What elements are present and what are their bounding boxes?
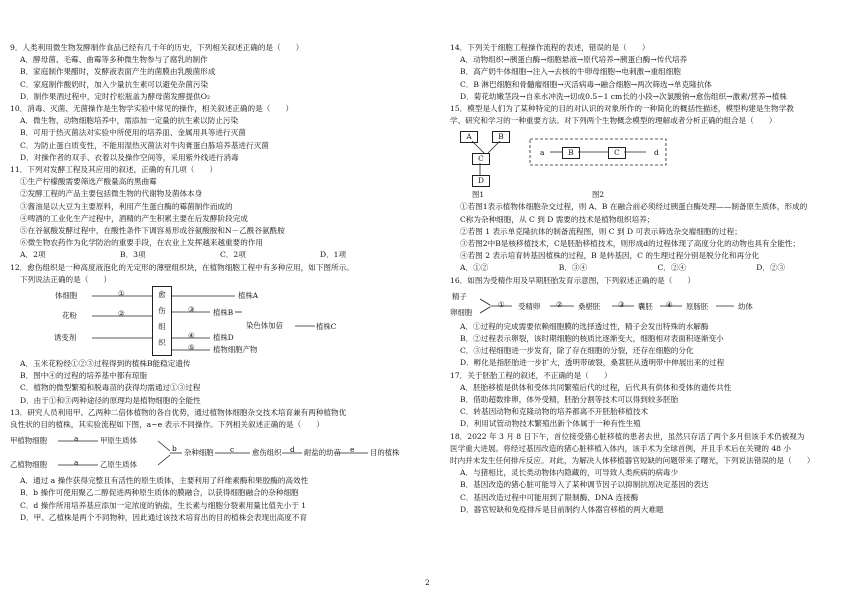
statement-11-1: ①生产柠檬酸需要筛选产酸量高的黑曲霉 xyxy=(20,177,157,187)
egg-cell: 卵细胞 xyxy=(450,307,473,317)
option-10a: A．微生物、动物细胞培养中，需添加一定量的抗生素以防止污染 xyxy=(20,116,239,126)
target-plant: 目的植株 xyxy=(370,448,400,458)
option-13a: A．通过 a 操作获得完整且有活性的原生质体，主要利用了纤维素酶和果胶酶的高效性 xyxy=(20,476,309,486)
choice-11d: D．1项 xyxy=(320,250,347,260)
statement-15-1-cont: C称为杂种细胞，从 C 到 D 需要的技术是植物组织培养； xyxy=(460,214,655,224)
hybrid-cell: 杂种细胞 xyxy=(184,448,214,458)
protoplast-yi: 乙原生质体 xyxy=(100,460,137,470)
choice-11a: A．2项 xyxy=(20,250,46,260)
question-10: 10．消毒、灭菌、无菌操作是生物学实验中常见的操作，相关叙述正确的是（ ） xyxy=(10,104,294,114)
source-pollen: 花粉 xyxy=(62,311,77,321)
page-number: 2 xyxy=(425,578,430,587)
zygote: 受精卵 xyxy=(518,301,541,311)
choice-15c: C．②④ xyxy=(657,263,687,273)
fig2-node-b: B xyxy=(562,147,580,159)
choice-15d: D．②③ xyxy=(756,263,786,273)
option-12b: B．图中④的过程的培养基中都有琼脂 xyxy=(20,371,148,381)
model-figures xyxy=(450,127,855,201)
option-10d: D．对操作者的双手、衣着以及操作空间等，采用紫外线进行消毒 xyxy=(20,152,239,162)
plant-d: 植株D xyxy=(213,333,234,343)
option-17c: C．转基因动物和克隆动物的培养都离不开胚胎移植技术 xyxy=(460,407,649,417)
left-column xyxy=(10,42,430,524)
option-13b: B．b 操作可使用聚乙二醇促进两种原生质体的膜融合，以获得细胞融合的杂种细胞 xyxy=(20,488,299,498)
option-16b: B．②过程表示卵裂，该时期细胞的核质比逐渐变大，细胞相对表面积逐渐变小 xyxy=(460,334,724,344)
option-16c: C．③过程细胞进一步发育，除了存在细胞的分裂，还存在细胞的分化 xyxy=(460,346,694,356)
step-circle-1: ① xyxy=(118,289,125,299)
callus: 愈伤组织 xyxy=(252,448,282,458)
option-10b: B．可用于热灭菌法对实验中所使用的培养皿、金属用具等进行灭菌 xyxy=(20,128,246,138)
question-15: 15．模型是人们为了某种特定的目的对认识的对象所作的一种简化的概括性描述，模型构建是生物学教 xyxy=(450,104,794,114)
fig1-node-c: C xyxy=(472,153,490,165)
protoplast-jia: 甲原生质体 xyxy=(100,436,137,446)
step-d: d xyxy=(290,445,295,455)
plant-cell-product: 植物细胞产物 xyxy=(213,345,258,355)
choice-11b: B．3项 xyxy=(120,250,146,260)
option-14b: B．高产奶牛体细胞→注入→去核的牛卵母细胞→电刺激→重组细胞 xyxy=(460,67,681,77)
sperm: 精子 xyxy=(452,291,467,301)
question-12: 12．愈伤组织是一种高度液泡化的无定形的薄壁组织块，在植物细胞工程中有多种应用，如下图所示。 xyxy=(10,262,354,272)
step-circle-5: ⑤ xyxy=(188,343,195,353)
plant-c: 植株C xyxy=(316,322,337,332)
option-13c: C．d 操作所用培养基应添加一定浓度的钠盐，生长素与细胞分裂素用量比值先小于 1 xyxy=(20,500,307,510)
flow-circle-2: ② xyxy=(556,299,563,309)
option-13d: D．甲、乙植株是两个不同物种，因此通过该技术培育出的目的植株会表现出高度不育 xyxy=(20,512,308,522)
option-12c: C．植物的微型繁殖和脱毒苗的获得均需通过①③过程 xyxy=(20,383,201,393)
hybridization-lines xyxy=(10,431,430,475)
fig2-caption: 图2 xyxy=(592,190,605,200)
fig2-node-a: a xyxy=(540,148,545,158)
fig1-node-d: D xyxy=(472,175,490,187)
somatic-hybridization-diagram xyxy=(10,431,430,475)
source-mutagen: 诱变剂 xyxy=(54,333,77,343)
choice-15b: B．③④ xyxy=(558,263,588,273)
statement-15-2: ②若图 1 表示单克隆抗体的制备流程图，则 C 到 D 可表示筛选杂交瘤细胞的过程； xyxy=(460,226,742,236)
larva: 幼体 xyxy=(738,301,753,311)
option-16a: A．①过程的完成需要依赖细胞膜的选择透过性，精子会发出特殊的水解酶 xyxy=(460,321,709,331)
fig1-node-a: A xyxy=(460,131,478,143)
option-12d: D．由于①和③两种途径的原理均是植物细胞的全能性 xyxy=(20,395,201,405)
option-12a: A．玉米花粉经①②③过程得到的植株B能稳定遗传 xyxy=(20,359,191,369)
option-17b: B．借助超数排卵，体外受精，胚胎分割等技术可以得到较多胚胎 xyxy=(460,395,679,405)
question-13-cont: 良性状的目的植株，其实验流程如下图，a~e 表示不同操作。下列相关叙述正确的是（ ） xyxy=(10,420,324,430)
option-9b: B．家庭制作果醋时，发酵液表面产生的菌膜由乳酸菌形成 xyxy=(20,67,216,77)
plant-b: 植株B xyxy=(213,308,234,318)
option-9c: C．家庭制作酸奶时，加入少量抗生素可以避免杂菌污染 xyxy=(20,79,209,89)
statement-11-2: ②发酵工程的产品主要包括微生物的代谢物及菌体本身 xyxy=(20,189,203,199)
choices-15 xyxy=(450,262,855,274)
option-14a: A．动物组织→胰蛋白酶→细胞悬液→原代培养→胰蛋白酶→传代培养 xyxy=(460,55,688,65)
right-column xyxy=(450,42,855,516)
step-circle-2: ② xyxy=(118,309,125,319)
statement-15-3: ③若图2中B是核移植技术，C是胚胎移植技术，则形成d的过程体现了高度分化的动物也具有全能性； xyxy=(460,239,801,249)
statement-11-4: ④啤酒的工业化生产过程中，酒精的产生积累主要在后发酵阶段完成 xyxy=(20,213,248,223)
statement-11-3: ③酱油是以大豆为主要原料，利用产生蛋白酶的霉菌制作而成的 xyxy=(20,201,233,211)
blastocyst: 囊胚 xyxy=(638,301,653,311)
flow-circle-1: ① xyxy=(498,299,505,309)
option-9d: D．制作果酒过程中，定时拧松瓶盖为酵母菌发酵提供O₂ xyxy=(20,91,211,101)
choice-11c: C．2项 xyxy=(220,250,246,260)
callus-box: 愈 伤 组 织 xyxy=(152,286,172,356)
statement-11-5: ⑤在谷氨酸发酵过程中，在酸性条件下调容易形成谷氨酸胺和N－乙酰谷氨酰胺 xyxy=(20,226,285,236)
question-18: 18．2022 年 3 月 8 日下午，首位接受猪心脏移植的患者去世，虽然只存活了两个多月但该手术仍被视为 xyxy=(450,431,805,441)
cell-jia: 甲植物细胞 xyxy=(10,436,47,446)
option-14c: C．B 淋巴细胞和骨髓瘤细胞→灭活病毒→融合细胞→两次筛选→单克隆抗体 xyxy=(460,79,712,89)
source-somatic-cell: 体细胞 xyxy=(55,291,78,301)
model-figure-lines xyxy=(450,127,855,201)
plant-a: 植株A xyxy=(238,291,259,301)
step-b: b xyxy=(172,444,177,454)
statement-15-4: ④若图 2 表示培育转基因植株的过程，B 是转基因，C 的生理过程分别是脱分化和再分化 xyxy=(460,251,760,261)
option-18d: D．器官短缺和免疫排斥是目前制约人体器官移植的两大难题 xyxy=(460,504,664,514)
option-9a: A．酵母菌、毛霉、曲霉等多种微生物参与了腐乳的制作 xyxy=(20,55,208,65)
morula: 桑椹胚 xyxy=(578,301,601,311)
callus-diagram xyxy=(10,286,430,358)
flow-circle-3: ③ xyxy=(618,299,625,309)
option-18c: C．基因改造过程中可能用到了限制酶、DNA 连接酶 xyxy=(460,492,639,502)
option-18a: A．与猪相比，灵长类动物体内隐藏的，可导致人类疾病的病毒少 xyxy=(460,468,679,478)
fig1-caption: 图1 xyxy=(472,190,485,200)
question-18-cont2: 时内并未发生任何排斥反应。对此，为解决人体移植器官短缺的问题带来了曙光，下列说法错误的是（ ） xyxy=(450,456,815,466)
question-17: 17．关于胚胎工程的叙述，不正确的是（ ） xyxy=(450,370,612,380)
statement-15-1: ①若图1表示植物体细胞杂交过程，则 A、B 在融合前必须经过胰蛋白酶处理——制备原生质体，形成的 xyxy=(460,202,808,212)
fig2-node-c: C xyxy=(608,147,626,159)
question-11: 11．下列对发酵工程及其应用的叙述，正确的有几项（ ） xyxy=(10,165,218,175)
question-13: 13．研究人员利用甲、乙两种二倍体植物的各自优势，通过植物体细胞杂交技术培育兼有两种植物优 xyxy=(10,407,347,417)
option-10c: C．为防止蛋白质变性，不能用湿热灭菌法对牛肉膏蛋白胨培养基进行灭菌 xyxy=(20,140,269,150)
option-18b: B．基因改造的猪心脏可能导入了某种调节因子以抑制抗原决定基因的表达 xyxy=(460,480,709,490)
step-e: e xyxy=(350,445,355,455)
flow-circle-4: ④ xyxy=(666,299,673,309)
gastrula: 原肠胚 xyxy=(686,301,709,311)
cell-yi: 乙植物细胞 xyxy=(10,460,47,470)
salt-tolerant-seedling: 耐盐的幼苗 xyxy=(304,448,341,458)
step-a: a xyxy=(74,434,79,444)
step-a-2: a xyxy=(74,458,79,468)
question-16: 16．如图为受精作用及早期胚胎发育示意图，下列叙述正确的是（ ） xyxy=(450,275,696,285)
option-16d: D．孵化是指胚胎进一步扩大，透明带破裂，桑葚胚从透明带中伸展出来的过程 xyxy=(460,358,725,368)
step-c: c xyxy=(230,445,235,455)
choices-11 xyxy=(10,249,430,261)
fig2-node-d: d xyxy=(654,148,659,158)
statement-11-6: ⑥微生物农药作为化学防治的重要手段，在农业上发挥越来越重要的作用 xyxy=(20,238,263,248)
chromosome-doubling: 染色体加倍 xyxy=(246,321,283,331)
question-15-cont: 学、研究和学习的一种重要方法。对下列两个生物概念模型的理解或者分析正确的组合是（ ） xyxy=(450,116,777,126)
choice-15a: A．①② xyxy=(460,263,489,273)
fig1-node-b: B xyxy=(492,131,510,143)
fertilization-flow xyxy=(450,287,855,321)
option-17a: A．胚胎移植是供体和受体共同繁殖后代的过程，后代具有供体和受体的遗传共性 xyxy=(460,382,732,392)
option-17d: D．利用试管动物技术繁殖出新个体属于一种有性生殖 xyxy=(460,419,641,429)
question-18-cont1: 医学重大进展。将经过基因改造的猪心脏移植入体内，该手术为全球首例，并且手术后在关键的 48 小 xyxy=(450,443,792,453)
question-9: 9．人类利用微生物发酵制作食品已经有几千年的历史，下列相关叙述正确的是（ ） xyxy=(10,43,304,52)
option-14d: D．菊花幼嫩茎段→自来水冲洗→切成0.5~1 cm长的小段→次氯酸钠→愈伤组织→激素/营养→植株 xyxy=(460,91,787,101)
step-circle-4: ④ xyxy=(188,331,195,341)
question-14: 14．下列关于细胞工程操作流程的表述，错误的是（ ） xyxy=(450,43,650,52)
step-circle-3: ③ xyxy=(188,305,195,315)
question-12-cont: 下列说法正确的是（ ） xyxy=(20,274,112,284)
